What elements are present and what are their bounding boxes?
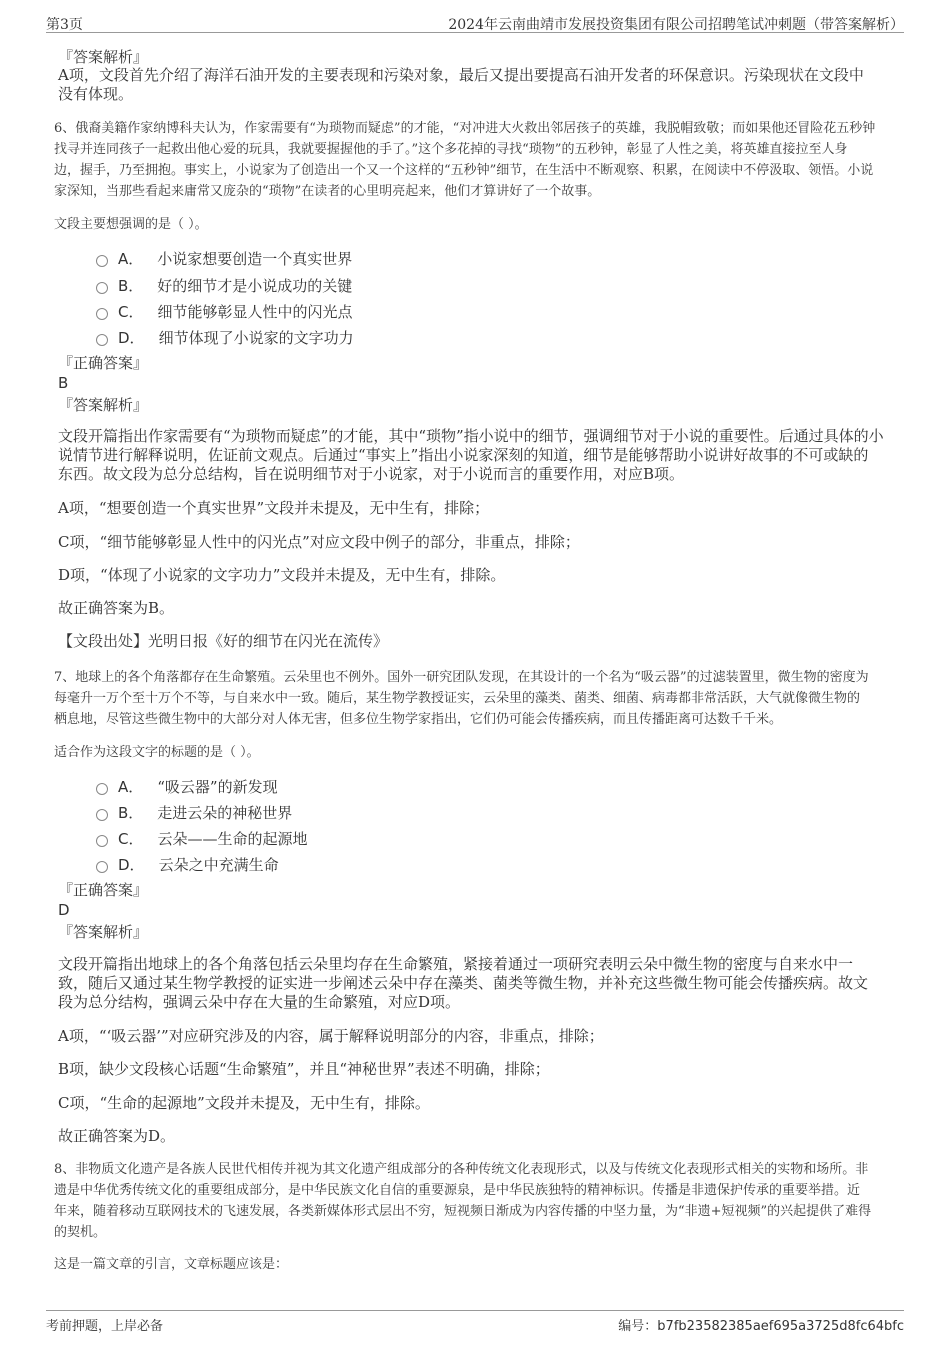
q7-analysis-line: 文段开篇指出地球上的各个角落包括云朵里均存在生命繁殖，紧接着通过一项研究表明云朵中微生物的密度与自来水中一	[58, 955, 854, 973]
radio-button-icon[interactable]	[96, 835, 108, 847]
q7-correct-label: 『正确答案』	[58, 881, 149, 899]
q5-analysis-line: A项，文段首先介绍了海洋石油开发的主要表现和污染对象，最后又提出要提高石油开发者的环保意识。污染现状在文段中	[58, 66, 864, 84]
q6-option-a[interactable]: A． 小说家想要创造一个真实世界	[96, 248, 352, 268]
q8-passage-line: 遗是中华优秀传统文化的重要组成部分，是中华民族文化自信的重要源泉，是中华民族独特的精神标识。传播是非遗保护传承的重要举措。近	[54, 1183, 861, 1198]
q7-option-d[interactable]: D． 云朵之中充满生命	[96, 854, 279, 874]
q7-correct-answer: D	[58, 901, 70, 919]
document-title: 2024年云南曲靖市发展投资集团有限公司招聘笔试冲刺题（带答案解析）	[448, 17, 904, 33]
q6-correct-answer: B	[58, 374, 69, 392]
q7-question: 适合作为这段文字的标题的是（ ）。	[54, 745, 260, 760]
document-serial: 编号：b7fb23582385aef695a3725d8fc64bfc	[618, 1319, 904, 1334]
footer-slogan: 考前押题，上岸必备	[46, 1319, 164, 1334]
q6-option-d[interactable]: D． 细节体现了小说家的文字功力	[96, 327, 354, 347]
radio-button-icon[interactable]	[96, 255, 108, 267]
q8-passage-line: 8、非物质文化遗产是各族人民世代相传并视为其文化遗产组成部分的各种传统文化表现形式，以及与传统文化表现形式相关的实物和场所。非	[54, 1162, 869, 1177]
radio-button-icon[interactable]	[96, 783, 108, 795]
q6-passage-line: 家深知，当那些看起来庸常又庞杂的“琐物”在读者的心里明亮起来，他们才算讲好了一个故事。	[54, 184, 601, 199]
q8-passage-line: 的契机。	[54, 1225, 107, 1240]
radio-button-icon[interactable]	[96, 861, 108, 873]
q6-option-b[interactable]: B． 好的细节才是小说成功的关键	[96, 275, 352, 295]
q6-note: C项，“细节能够彰显人性中的闪光点”对应文段中例子的部分，非重点，排除；	[58, 533, 580, 551]
q6-correct-label: 『正确答案』	[58, 354, 149, 372]
radio-button-icon[interactable]	[96, 334, 108, 346]
page-number: 第3页	[46, 17, 83, 33]
q7-note: C项，“生命的起源地”文段并未提及，无中生有，排除。	[58, 1094, 430, 1112]
q7-option-b[interactable]: B． 走进云朵的神秘世界	[96, 802, 292, 822]
q6-question: 文段主要想强调的是（ ）。	[54, 217, 208, 232]
q7-passage-line: 每毫升一万个至十万个不等，与自来水中一致。随后，某生物学教授证实，云朵里的藻类、菌类、细菌、病毒都非常活跃，大气就像微生物的	[54, 691, 861, 706]
page-header	[46, 14, 904, 33]
q6-analysis-line: 东西。故文段为总分总结构，旨在说明细节对于小说家，对于小说而言的重要作用，对应B项。	[58, 465, 685, 483]
q7-analysis-label: 『答案解析』	[58, 923, 149, 941]
q6-analysis-label: 『答案解析』	[58, 396, 149, 414]
q6-option-c[interactable]: C． 细节能够彰显人性中的闪光点	[96, 301, 353, 321]
q7-note: B项，缺少文段核心话题“生命繁殖”，并且“神秘世界”表述不明确，排除；	[58, 1060, 550, 1078]
q7-option-a[interactable]: A． “吸云器”的新发现	[96, 776, 278, 796]
page-footer	[46, 1310, 904, 1333]
q6-passage-line: 边，握手，乃至拥抱。事实上，小说家为了创造出一个又一个这样的“五秒钟”细节，在生活中不断观察、积累，在阅读中不停汲取、领悟。小说	[54, 163, 874, 178]
q6-passage-line: 找寻并连同孩子一起救出他心爱的玩具，我就要握握他的手了。”这个多花掉的寻找“琐物”的五秒钟，彰显了人性之美，将英雄直接拉至人身	[54, 142, 848, 157]
q7-passage-line: 7、地球上的各个角落都存在生命繁殖。云朵里也不例外。国外一研究团队发现，在其设计的一个名为“吸云器”的过滤装置里，微生物的密度为	[54, 670, 869, 685]
q6-note: 故正确答案为B。	[58, 599, 175, 617]
q7-analysis-line: 致，随后又通过某生物学教授的证实进一步阐述云朵中存在藻类、菌类等微生物，并补充这些微生物可能会传播疾病。故文	[58, 974, 869, 992]
q7-note: 故正确答案为D。	[58, 1127, 176, 1145]
radio-button-icon[interactable]	[96, 809, 108, 821]
q5-analysis-line: 没有体现。	[58, 85, 134, 103]
q6-analysis-line: 文段开篇指出作家需要有“为琐物而疑虑”的才能，其中“琐物”指小说中的细节，强调细节对于小说的重要性。后通过具体的小	[58, 427, 884, 445]
q7-option-c[interactable]: C． 云朵——生命的起源地	[96, 828, 308, 848]
radio-button-icon[interactable]	[96, 282, 108, 294]
q8-passage-line: 年来，随着移动互联网技术的飞速发展，各类新媒体形式层出不穷，短视频日渐成为内容传播的中坚力量，为“非遗+短视频”的兴起提供了难得	[54, 1204, 872, 1219]
q6-note: D项，“体现了小说家的文字功力”文段并未提及，无中生有，排除。	[58, 566, 506, 584]
radio-button-icon[interactable]	[96, 308, 108, 320]
q6-passage-line: 6、俄裔美籍作家纳博科夫认为，作家需要有“为琐物而疑虑”的才能，“对冲进大火救出邻居孩子的英雄，我脱帽致敬；而如果他还冒险花五秒钟	[54, 121, 876, 136]
q6-analysis-line: 说情节进行解释说明，佐证前文观点。后通过“事实上”指出小说家深刻的知道，细节是能够帮助小说讲好故事的不可或缺的	[58, 446, 869, 464]
q8-question: 这是一篇文章的引言，文章标题应该是：	[54, 1257, 289, 1272]
q6-source: 【文段出处】光明日报《好的细节在闪光在流传》	[58, 632, 389, 650]
q7-passage-line: 栖息地，尽管这些微生物中的大部分对人体无害，但多位生物学家指出，它们仍可能会传播疾病，而且传播距离可达数千千米。	[54, 712, 783, 727]
q7-note: A项，“‘吸云器’”对应研究涉及的内容，属于解释说明部分的内容，非重点，排除；	[58, 1027, 604, 1045]
q7-analysis-line: 段为总分结构，强调云朵中存在大量的生命繁殖，对应D项。	[58, 993, 461, 1011]
q5-analysis-label: 『答案解析』	[58, 48, 149, 66]
q6-note: A项，“想要创造一个真实世界”文段并未提及，无中生有，排除；	[58, 499, 490, 517]
